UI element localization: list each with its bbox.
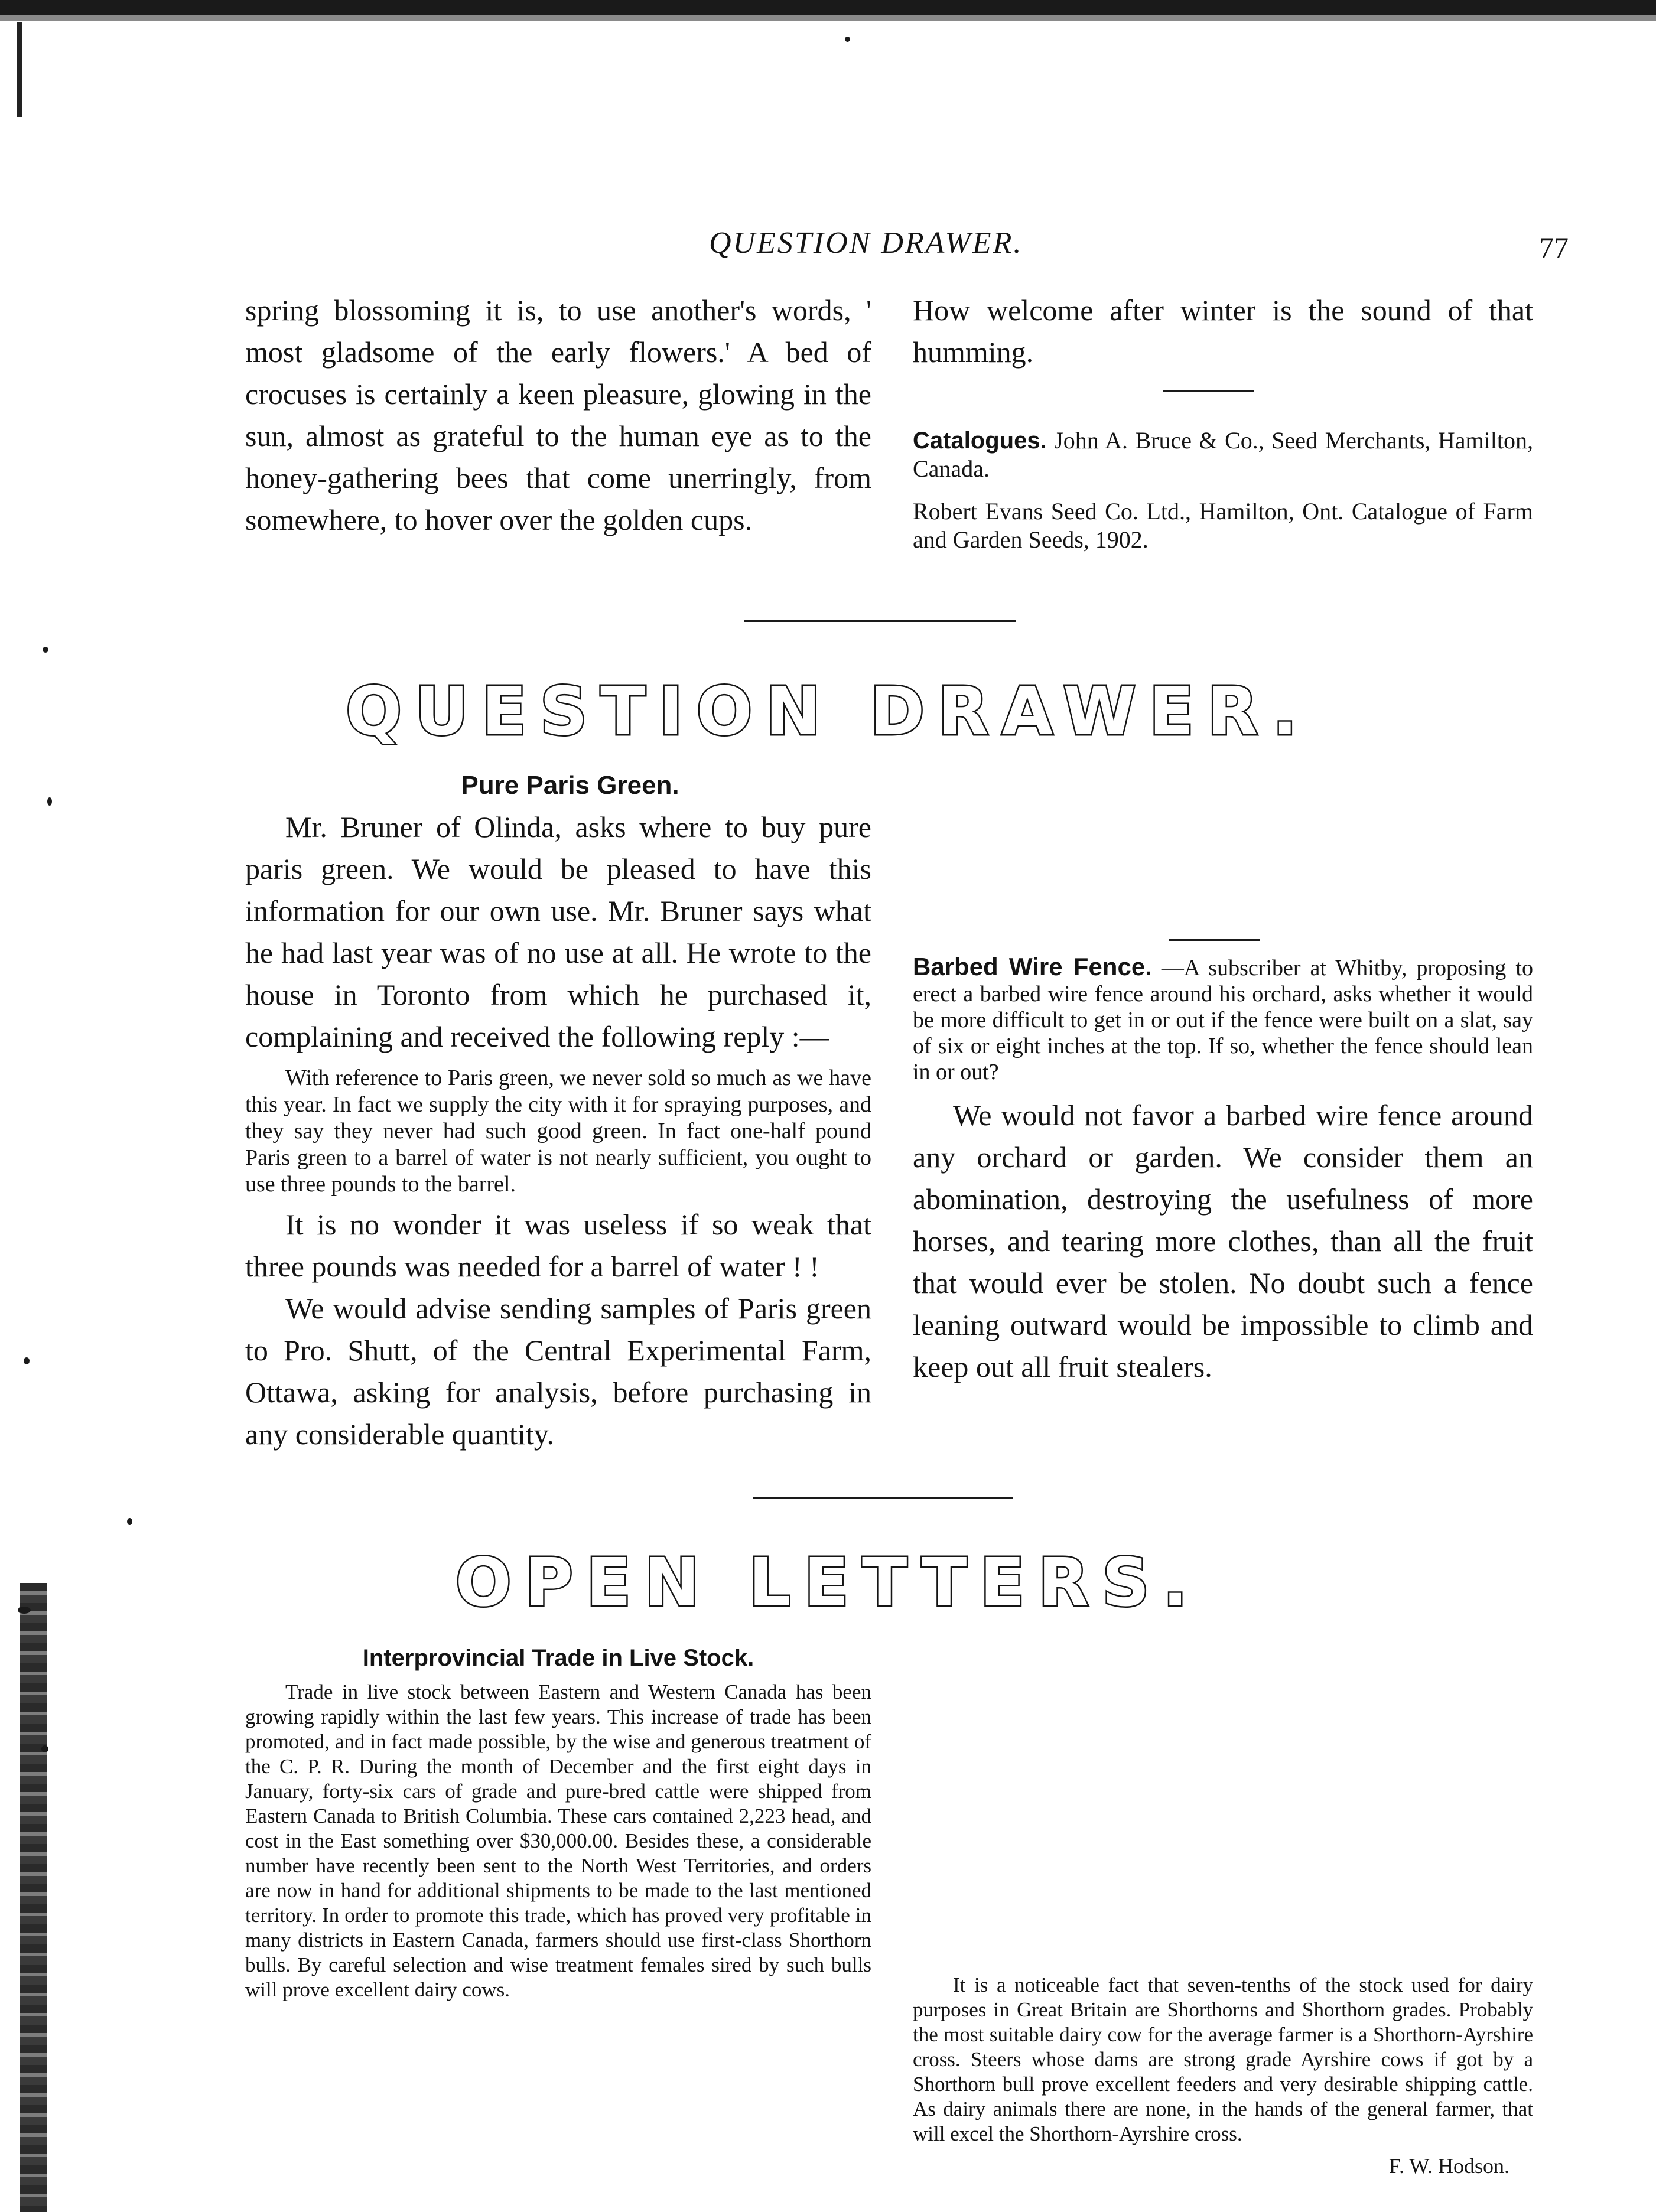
catalogue-entry-1-text: John A. Bruce & Co., Seed Merchants, Hamilton, Canada. bbox=[913, 427, 1533, 482]
scan-binding-edge bbox=[20, 1583, 47, 2212]
barbed-wire-title: Barbed Wire Fence. bbox=[913, 953, 1152, 980]
interprovincial-title: Interprovincial Trade in Live Stock. bbox=[362, 1645, 754, 1671]
barbed-wire-answer: We would not favor a barbed wire fence around any orchard or garden. We consider them an abomination, destroying the usefulness of more horses, and tearing more clothes, than all the fruit that would ever be stolen. No doubt such a fence leaning outward would be impossible to climb and keep out all fruit stealers. bbox=[913, 1099, 1533, 1383]
interprovincial-paragraph: Trade in live stock between Eastern and Western Canada has been growing rapidly within the last few years. This increase of trade has been promoted, and in fact made possible, by the wise and generous treatment of the C. P. R. During the month of December and the first eight days in January, forty-six cars of grade and pure-bred cattle were shipped from Eastern Canada to British Columbia. These cars contained 2,223 head, and cost in the East something over $30,000.00. Besides these, a considerable number have recently been sent to the North West Territories, and orders are now in hand for additional shipments to be made to the last mentioned territory. In order to promote this trade, which has proved very profitable in many districts in Eastern Canada, farmers should use first-class Shorthorn bulls. By careful selection and wise treatment females sired by such bulls will prove excellent dairy cows. bbox=[245, 1680, 871, 2001]
intro-left-column bbox=[245, 289, 871, 541]
scan-top-edge bbox=[0, 0, 1656, 15]
pure-paris-green-paragraph: Mr. Bruner of Olinda, asks where to buy pure paris green. We would be pleased to have this information for our own use. Mr. Bruner says what he had last year was of no use at all. He wrote to the house in Toronto from which he purchased it, complaining and received the following reply :— bbox=[245, 810, 871, 1053]
section-separator bbox=[744, 620, 1016, 622]
question-drawer-left-column bbox=[245, 771, 871, 1455]
scan-left-mark bbox=[17, 22, 22, 117]
scan-speck bbox=[43, 647, 48, 653]
open-letters-right-column bbox=[913, 1973, 1533, 2178]
scan-speck bbox=[47, 797, 52, 806]
open-letters-heading: OPEN LETTERS. bbox=[455, 1545, 1201, 1621]
barbed-wire-question-text: —A subscriber at Whitby, proposing to erect a barbed wire fence around his orchard, asks whether it would be more difficult to get in or out if the fence were built on a slat, say of six or eight inches at the top. If so, whether the fence should lean in or out? bbox=[913, 956, 1533, 1084]
letter-signature: F. W. Hodson. bbox=[1388, 2154, 1509, 2178]
scan-speck bbox=[24, 1357, 30, 1364]
section-separator bbox=[1163, 390, 1254, 392]
scan-speck bbox=[41, 1745, 48, 1752]
quoted-reply: With reference to Paris green, we never sold so much as we have this year. In fact we supply the city with it for spraying purposes, and they say they never had such good green. In fact one-half pound Paris green to a barrel of water is not nearly sufficient, you ought to use three pounds to the barrel. bbox=[245, 1066, 871, 1197]
interprovincial-paragraph: It is a noticeable fact that seven-tenths of the stock used for dairy purposes in Great Britain are Shorthorns and Shorthorn grades. Probably the most suitable dairy cow for the average farmer is a Shorthorn-Ayrshire cross. Steers whose dams are strong grade Ayrshire cows if got by a Shorthorn bull prove excellent feeders and very desirable shipping cattle. As dairy animals there are none, in the hands of the general farmer, that will excel the Shorthorn-Ayrshire cross. bbox=[913, 1973, 1533, 2145]
scan-speck bbox=[127, 1518, 132, 1525]
scan-speck bbox=[845, 37, 850, 42]
pure-paris-green-title: Pure Paris Green. bbox=[461, 771, 679, 800]
intro-paragraph-right: How welcome after winter is the sound of that humming. bbox=[913, 294, 1533, 369]
catalogue-entry-2: Robert Evans Seed Co. Ltd., Hamilton, Ont. Catalogue of Farm and Garden Seeds, 1902. bbox=[913, 498, 1533, 553]
running-head-title: QUESTION DRAWER. bbox=[709, 226, 1023, 260]
catalogues-label: Catalogues. bbox=[913, 428, 1047, 454]
pure-paris-green-paragraph: It is no wonder it was useless if so weak that three pounds was needed for a barrel of water ! ! bbox=[245, 1208, 871, 1283]
question-drawer-heading: QUESTION DRAWER. bbox=[345, 673, 1311, 750]
open-letters-left-column bbox=[245, 1645, 871, 2002]
section-separator bbox=[753, 1497, 1013, 1499]
page-number: 77 bbox=[1539, 231, 1569, 264]
intro-right-column bbox=[913, 289, 1533, 554]
pure-paris-green-paragraph: We would advise sending samples of Paris green to Pro. Shutt, of the Central Experimental Farm, Ottawa, asking for analysis, before purchasing in any considerable quantity. bbox=[245, 1292, 871, 1451]
catalogue-entry-1 bbox=[913, 426, 1533, 483]
question-drawer-right-column bbox=[913, 771, 1533, 1388]
section-separator bbox=[1169, 939, 1260, 941]
scan-top-edge-shadow bbox=[0, 15, 1656, 21]
barbed-wire-question bbox=[913, 954, 1533, 1085]
intro-paragraph: spring blossoming it is, to use another's words, ' most gladsome of the early flowers.' A bed of crocuses is certainly a keen pleasure, glowing in the sun, almost as grateful to the human eye as to the honey-gathering bees that come unerringly, from somewhere, to hover over the golden cups. bbox=[245, 294, 871, 536]
